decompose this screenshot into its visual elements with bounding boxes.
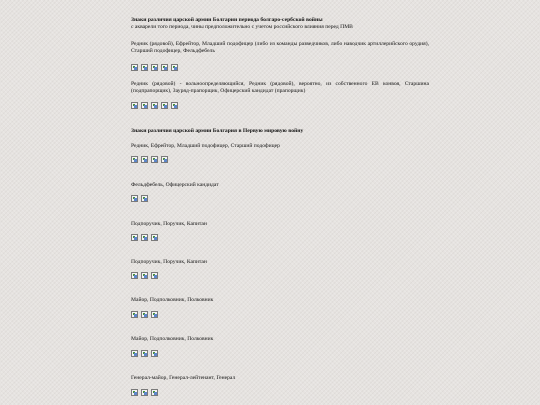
ww1-caption-5: Майор, Подполковник, Полковник <box>131 297 214 303</box>
section1-title: Знаки различия царской армии Болгарии периода болгаро-сербской войны <box>131 17 323 23</box>
group1-images <box>131 64 178 74</box>
ww1-caption-3: Подпоручик, Поручик, Капитан <box>131 221 207 227</box>
broken-image-icon <box>151 234 158 241</box>
broken-image-icon <box>131 350 138 357</box>
broken-image-icon <box>161 64 168 71</box>
broken-image-icon <box>131 102 138 109</box>
broken-image-icon <box>141 272 148 279</box>
section1-subtitle: с акварели того периода, чины предположительно с учетом российского влияния перед ПМВ <box>131 24 353 31</box>
broken-image-icon <box>141 311 148 318</box>
section1-group2 <box>131 81 429 96</box>
broken-image-icon <box>151 389 158 396</box>
broken-image-icon <box>171 64 178 71</box>
ww1-images-1 <box>131 156 168 166</box>
broken-image-icon <box>151 272 158 279</box>
ww1-caption-2: Фельдфебель, Офицерский кандидат <box>131 182 219 188</box>
broken-image-icon <box>141 156 148 163</box>
broken-image-icon <box>141 350 148 357</box>
broken-image-icon <box>151 311 158 318</box>
broken-image-icon <box>131 272 138 279</box>
broken-image-icon <box>151 102 158 109</box>
ww1-images-6 <box>131 350 158 360</box>
ww1-images-7 <box>131 389 158 399</box>
group2-images <box>131 102 178 112</box>
broken-image-icon <box>131 64 138 71</box>
ww1-caption-6: Майор, Подполковник, Полковник <box>131 336 214 342</box>
ww1-caption-7: Генерал-майор, Генерал-лейтенант, Генерал <box>131 375 236 381</box>
section1-group1 <box>131 41 429 56</box>
broken-image-icon <box>151 64 158 71</box>
broken-image-icon <box>131 389 138 396</box>
ww1-images-5 <box>131 311 158 321</box>
broken-image-icon <box>131 195 138 202</box>
broken-image-icon <box>131 156 138 163</box>
broken-image-icon <box>141 64 148 71</box>
section1-header <box>131 17 429 32</box>
broken-image-icon <box>151 350 158 357</box>
ww1-caption-1: Редник, Ефрейтор, Младший подофицер, Старший подофицер <box>131 143 280 149</box>
broken-image-icon <box>141 389 148 396</box>
broken-image-icon <box>161 156 168 163</box>
broken-image-icon <box>161 102 168 109</box>
broken-image-icon <box>171 102 178 109</box>
broken-image-icon <box>131 311 138 318</box>
group1-text: Редник (рядовой), Ефрейтор, Младший подофицер (либо из команды разведчиков, либо наводчик артиллерийского орудия), Старший подофицер, Фельдфебель <box>131 41 429 55</box>
ww1-caption-4: Подпоручик, Поручик, Капитан <box>131 259 207 265</box>
ww1-images-4 <box>131 272 158 282</box>
broken-image-icon <box>131 234 138 241</box>
broken-image-icon <box>141 102 148 109</box>
broken-image-icon <box>141 234 148 241</box>
ww1-images-2 <box>131 195 148 205</box>
broken-image-icon <box>141 195 148 202</box>
broken-image-icon <box>151 156 158 163</box>
section2-title: Знаки различия царской армии Болгария в Первую мировую войну <box>131 128 304 134</box>
ww1-images-3 <box>131 234 158 244</box>
group2-text: Редник (рядовой) - вольноопределяющийся, Редник (рядовой), вероятно, из собственного ЕВ конвоя, Старшина (подпрапорщик), Зауряд-прапорщик, Офицерский кандидат (прапорщик) <box>131 81 429 95</box>
